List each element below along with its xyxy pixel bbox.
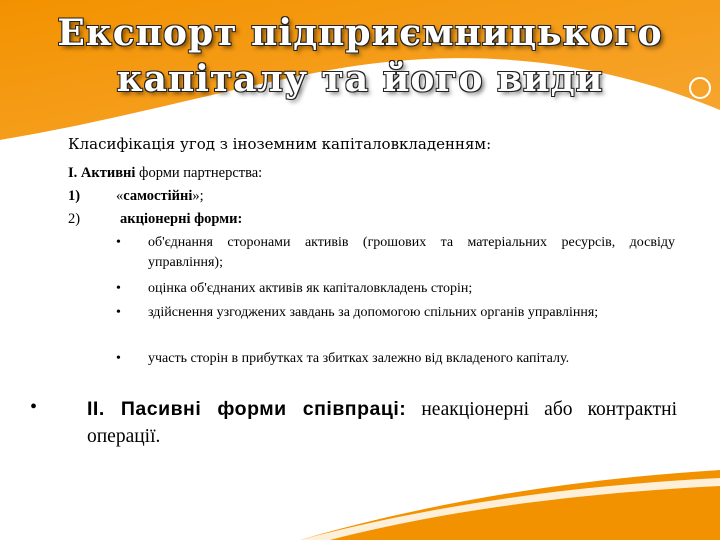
bullet-dot: • — [116, 351, 121, 366]
passive-forms-label: II. Пасивні форми співпраці: — [87, 398, 407, 420]
active-forms-line — [68, 165, 262, 182]
bullet-item-4: участь сторін в прибутках та збитках залежно від вкладеного капіталу. — [148, 351, 570, 366]
bullet-dot: • — [116, 281, 121, 296]
item1-number: 1) — [68, 188, 81, 204]
passive-forms-paragraph — [87, 396, 677, 450]
item1-line — [116, 188, 204, 205]
bullet-dot: • — [116, 235, 121, 250]
item2-bold: акціонерні форми: — [120, 211, 243, 227]
title-line-1: Експорт підприємницького — [57, 12, 663, 54]
bullet-item-1: об'єднання сторонами активів (грошових та матеріальних ресурсів, досвіду управління); — [148, 235, 675, 270]
active-forms-rest: форми партнерства: — [135, 165, 263, 181]
passive-forms-rest: неакціонерні або контрактні операції. — [87, 399, 677, 447]
bullet-item-2: оцінка об'єднаних активів як капіталовкладень сторін; — [148, 281, 473, 296]
item1-bold: самостійні — [123, 188, 193, 204]
bullet-item-3: здійснення узгоджених завдань за допомогою спільних органів управління; — [148, 305, 599, 320]
active-forms-label: I. Активні — [68, 165, 136, 181]
passive-bullet-dot: • — [30, 396, 38, 418]
bullet-dot: • — [116, 305, 121, 320]
classification-heading: Класифікація угод з іноземним капіталовкладенням: — [68, 135, 492, 153]
title-line-2: капіталу та його види — [116, 58, 604, 100]
item1-close-quote: »; — [192, 188, 204, 204]
item1-open-quote: « — [116, 188, 124, 204]
item2-number: 2) — [68, 211, 81, 227]
